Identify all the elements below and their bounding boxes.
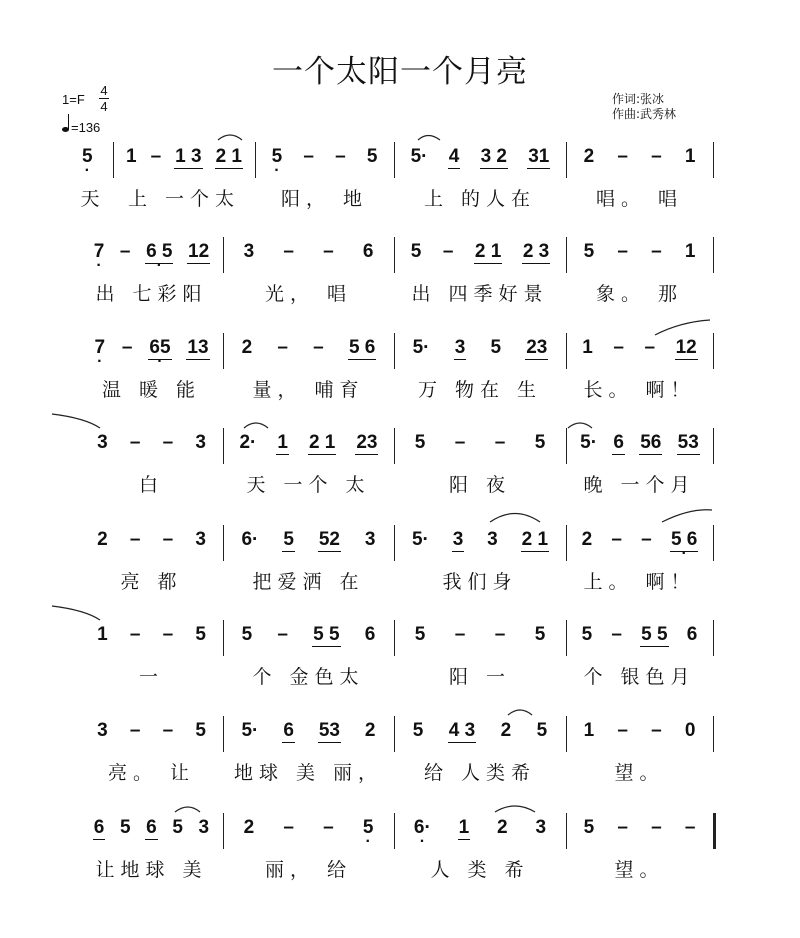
note: 1 bbox=[97, 624, 108, 645]
note: 2 bbox=[583, 146, 595, 167]
lyric-segment bbox=[570, 567, 709, 593]
bar-line bbox=[223, 525, 224, 561]
measure bbox=[86, 432, 217, 462]
note: 56 bbox=[640, 432, 662, 453]
lyric-text: 个 银色月 bbox=[583, 666, 696, 688]
note: – bbox=[129, 529, 141, 550]
note: 3 bbox=[452, 529, 464, 550]
note: – bbox=[129, 624, 141, 645]
lyric-segment bbox=[570, 279, 709, 305]
note: – bbox=[335, 146, 346, 167]
note: 6 bbox=[613, 432, 624, 453]
note: 5 6 · bbox=[670, 529, 698, 552]
staff-row bbox=[0, 817, 800, 897]
note: – bbox=[277, 337, 288, 358]
measure bbox=[572, 337, 707, 367]
lyric-text: 亮 都 bbox=[120, 571, 183, 593]
measure bbox=[400, 624, 560, 654]
slur bbox=[244, 423, 268, 428]
note: – bbox=[323, 241, 334, 262]
lyric-text: 上 一个太 bbox=[127, 188, 241, 210]
lyric-segment bbox=[227, 470, 390, 496]
note: 5 bbox=[534, 432, 546, 453]
song-title: 一个太阳一个月亮 bbox=[272, 54, 528, 90]
measure bbox=[86, 241, 217, 271]
lyric-text: 唱。 唱 bbox=[595, 188, 684, 210]
note: 2· bbox=[239, 432, 257, 453]
lyric-text: 长。 啊！ bbox=[583, 379, 696, 401]
lyric-segment bbox=[398, 279, 562, 305]
note: – bbox=[684, 817, 696, 838]
bar-line bbox=[566, 333, 567, 369]
note: 3 bbox=[535, 817, 547, 838]
lyric-segment bbox=[398, 375, 562, 401]
note: 1 bbox=[684, 241, 696, 262]
bar-line bbox=[394, 813, 395, 849]
note: – bbox=[454, 432, 466, 453]
bar-line bbox=[566, 813, 567, 849]
note: – bbox=[162, 432, 174, 453]
note: – bbox=[651, 241, 662, 262]
lyric-text: 万 物在 生 bbox=[417, 379, 543, 401]
measure bbox=[400, 720, 560, 750]
lyric-segment bbox=[398, 470, 562, 496]
lyric-segment bbox=[398, 662, 562, 688]
bar-line bbox=[223, 428, 224, 464]
note: 5 bbox=[241, 624, 253, 645]
note: 3 bbox=[195, 432, 206, 453]
note: 1 3 bbox=[175, 146, 202, 167]
staff-row bbox=[0, 146, 800, 226]
note: – bbox=[641, 529, 652, 550]
measure bbox=[86, 529, 217, 559]
note: 5 bbox=[172, 817, 183, 838]
note: 5 5 bbox=[313, 624, 340, 645]
note: 2 bbox=[241, 337, 253, 358]
note: 2 bbox=[97, 529, 108, 550]
bar-line bbox=[566, 525, 567, 561]
note: – bbox=[121, 337, 133, 358]
note: 23 bbox=[356, 432, 378, 453]
note: 7 · bbox=[93, 241, 106, 263]
note: 5 bbox=[414, 624, 426, 645]
note: 5· bbox=[410, 146, 428, 167]
lyric-segment bbox=[259, 184, 390, 210]
measure bbox=[86, 817, 217, 847]
note: 5· bbox=[412, 337, 430, 358]
lyric-text: 把爱洒 在 bbox=[252, 571, 365, 593]
note: 3 bbox=[97, 720, 108, 741]
time-signature bbox=[98, 83, 110, 114]
lyric-segment bbox=[84, 855, 219, 881]
note: – bbox=[150, 146, 162, 167]
note: 5 bbox=[534, 624, 546, 645]
measure bbox=[119, 146, 249, 176]
lyric-segment bbox=[227, 375, 390, 401]
lyric-segment bbox=[570, 470, 709, 496]
note: 2 bbox=[581, 529, 593, 550]
note: – bbox=[651, 817, 662, 838]
note: 1 bbox=[458, 817, 470, 838]
note: – bbox=[283, 817, 294, 838]
note: – bbox=[651, 720, 662, 741]
note: 5 bbox=[412, 720, 424, 741]
lyric-text: 量， 哺育 bbox=[252, 379, 365, 401]
note: 2 3 bbox=[522, 241, 550, 262]
measure bbox=[229, 624, 388, 654]
lyric-segment bbox=[84, 279, 219, 305]
bar-line bbox=[713, 333, 714, 369]
note: 3 2 bbox=[480, 146, 507, 167]
measure bbox=[229, 432, 388, 462]
lyric-text: 丽， 给 bbox=[264, 859, 353, 881]
note: 6 bbox=[283, 720, 294, 741]
lyric-text: 光， 唱 bbox=[264, 283, 353, 305]
key-signature: 1=F bbox=[62, 92, 85, 107]
lyric-segment bbox=[570, 184, 709, 210]
note: 1 bbox=[126, 146, 137, 167]
lyric-text: 亮。 让 bbox=[107, 762, 196, 784]
bar-line bbox=[566, 142, 567, 178]
note: – bbox=[162, 624, 174, 645]
slur bbox=[655, 320, 710, 335]
note: 5 6 bbox=[348, 337, 376, 358]
slur bbox=[508, 710, 532, 715]
measure bbox=[572, 624, 707, 654]
slur bbox=[218, 135, 242, 140]
bar-line bbox=[113, 142, 114, 178]
bar-line bbox=[713, 142, 714, 178]
measure bbox=[86, 720, 217, 750]
lyric-text: 温 暖 能 bbox=[101, 379, 202, 401]
bar-line bbox=[394, 333, 395, 369]
time-top: 4 bbox=[100, 83, 108, 98]
note: 3 bbox=[364, 529, 376, 550]
lyric-segment bbox=[570, 758, 709, 784]
lyric-segment bbox=[227, 758, 390, 784]
note: 6 bbox=[364, 624, 376, 645]
note: 5 5 bbox=[641, 624, 668, 645]
note: 2 bbox=[497, 817, 508, 838]
note: – bbox=[442, 241, 454, 262]
bar-line bbox=[566, 716, 567, 752]
bar-line bbox=[223, 333, 224, 369]
note: 2 1 bbox=[215, 146, 242, 167]
note: 31 bbox=[528, 146, 550, 167]
note: – bbox=[454, 624, 466, 645]
lyric-text: 阳 一 bbox=[448, 666, 512, 688]
note: 2 bbox=[364, 720, 376, 741]
note: – bbox=[494, 624, 506, 645]
bar-line bbox=[394, 142, 395, 178]
slur bbox=[495, 806, 535, 812]
note: – bbox=[162, 720, 174, 741]
lyric-text: 望。 bbox=[614, 859, 665, 881]
measure bbox=[400, 241, 560, 271]
lyric-segment bbox=[78, 184, 108, 210]
lyric-segment bbox=[398, 855, 562, 881]
note: 7 · bbox=[93, 337, 106, 359]
note: 4 bbox=[448, 146, 460, 167]
note: – bbox=[611, 529, 622, 550]
bar-line bbox=[394, 620, 395, 656]
lyric-text: 出 七彩阳 bbox=[95, 283, 208, 305]
measure bbox=[572, 817, 707, 847]
note: 5 bbox=[195, 624, 206, 645]
bar-line bbox=[566, 620, 567, 656]
note: 3 bbox=[195, 529, 206, 550]
note: 6 bbox=[362, 241, 374, 262]
note: 53 bbox=[677, 432, 699, 453]
note: 6 5 · bbox=[145, 241, 173, 264]
lyric-segment bbox=[227, 662, 390, 688]
bar-line bbox=[713, 716, 714, 752]
note: – bbox=[303, 146, 314, 167]
lyric-text: 上。 啊！ bbox=[583, 571, 696, 593]
slur bbox=[490, 514, 540, 523]
note: 52 bbox=[318, 529, 340, 550]
note: 6· bbox=[241, 529, 259, 550]
note: – bbox=[617, 817, 628, 838]
composer: 作曲:武秀林 bbox=[612, 107, 677, 121]
note: 2 bbox=[243, 817, 255, 838]
note: – bbox=[129, 720, 141, 741]
note: – bbox=[162, 529, 174, 550]
measure bbox=[572, 146, 707, 176]
lyric-text: 天 bbox=[80, 188, 106, 210]
note: 5 bbox=[581, 624, 593, 645]
note: 5 bbox=[490, 337, 502, 358]
note: 12 bbox=[675, 337, 697, 358]
note: 6 bbox=[146, 817, 157, 838]
quarter-note-icon bbox=[62, 127, 69, 132]
measure bbox=[400, 337, 560, 367]
measure bbox=[86, 337, 217, 367]
lyric-segment bbox=[84, 758, 219, 784]
note: 6 bbox=[93, 817, 105, 838]
note: 5· bbox=[411, 529, 429, 550]
measure bbox=[400, 146, 560, 176]
measure bbox=[229, 817, 388, 847]
lyric-text: 望。 bbox=[614, 762, 665, 784]
staff-row bbox=[0, 337, 800, 417]
lyric-text: 天 一个 太 bbox=[246, 474, 371, 496]
lyric-segment bbox=[398, 567, 562, 593]
note: 3 bbox=[487, 529, 498, 550]
measure bbox=[229, 241, 388, 271]
note: 3 bbox=[454, 337, 466, 358]
staff-row bbox=[0, 432, 800, 512]
slur bbox=[175, 807, 200, 812]
note: 5 · bbox=[362, 817, 375, 839]
note: 5 · bbox=[271, 146, 284, 168]
lyric-text: 地球 美 丽， bbox=[233, 762, 384, 784]
staff-row bbox=[0, 720, 800, 800]
note: 5 bbox=[366, 146, 378, 167]
slur bbox=[418, 136, 440, 141]
note: 2 1 bbox=[521, 529, 549, 550]
measure bbox=[572, 720, 707, 750]
lyric-segment bbox=[117, 184, 251, 210]
lyric-segment bbox=[570, 375, 709, 401]
note: 5 bbox=[414, 432, 426, 453]
note: 5 bbox=[119, 817, 131, 838]
lyric-text: 出 四季好景 bbox=[411, 283, 549, 305]
slur bbox=[568, 423, 592, 428]
bar-line bbox=[394, 525, 395, 561]
note: 5 bbox=[536, 720, 548, 741]
note: – bbox=[283, 241, 294, 262]
bar-line bbox=[223, 237, 224, 273]
bar-line bbox=[566, 428, 567, 464]
note: – bbox=[611, 624, 622, 645]
note: – bbox=[277, 624, 288, 645]
note: 5· bbox=[241, 720, 259, 741]
note: 1 bbox=[583, 720, 595, 741]
note: 1 bbox=[582, 337, 593, 358]
note: – bbox=[313, 337, 324, 358]
lyric-segment bbox=[227, 279, 390, 305]
lyricist: 作词:张冰 bbox=[612, 92, 665, 106]
lyric-text: 白 bbox=[138, 474, 164, 496]
lyric-segment bbox=[84, 567, 219, 593]
note: 0 bbox=[684, 720, 696, 741]
tempo-value: =136 bbox=[71, 120, 101, 135]
bar-line bbox=[713, 428, 714, 464]
note: 5 bbox=[195, 720, 206, 741]
time-bottom: 4 bbox=[100, 99, 108, 114]
note: 6· · bbox=[413, 817, 432, 839]
lyric-text: 上 的人在 bbox=[423, 188, 537, 210]
measure bbox=[400, 529, 560, 559]
bar-line bbox=[255, 142, 256, 178]
tempo-marking bbox=[62, 120, 100, 135]
note: – bbox=[617, 146, 628, 167]
measure bbox=[229, 337, 388, 367]
measure bbox=[400, 817, 560, 847]
lyric-text: 象。 那 bbox=[595, 283, 684, 305]
note: 2 1 bbox=[474, 241, 502, 262]
lyric-text: 人 类 希 bbox=[430, 859, 530, 881]
note: 6 bbox=[686, 624, 698, 645]
note: – bbox=[613, 337, 624, 358]
note: – bbox=[494, 432, 506, 453]
lyric-segment bbox=[84, 375, 219, 401]
note: 5 bbox=[283, 529, 294, 550]
bar-line bbox=[713, 525, 714, 561]
measure bbox=[229, 529, 388, 559]
staff-row bbox=[0, 624, 800, 704]
lyric-segment bbox=[570, 855, 709, 881]
lyric-segment bbox=[398, 184, 562, 210]
lyric-text: 一 bbox=[138, 666, 164, 688]
note: 65 · bbox=[148, 337, 171, 360]
note: – bbox=[651, 146, 662, 167]
note: 23 bbox=[526, 337, 548, 358]
lyric-text: 阳 夜 bbox=[448, 474, 512, 496]
note: – bbox=[617, 720, 628, 741]
note: 53 bbox=[318, 720, 340, 741]
note: 3 bbox=[243, 241, 255, 262]
measure bbox=[261, 146, 388, 176]
measure bbox=[572, 432, 707, 462]
note: 1 bbox=[684, 146, 696, 167]
lyric-segment bbox=[227, 855, 390, 881]
staff-row bbox=[0, 529, 800, 609]
measure bbox=[400, 432, 560, 462]
note: 5· bbox=[580, 432, 598, 453]
measure bbox=[572, 241, 707, 271]
bar-line bbox=[713, 813, 716, 849]
pickup-note: 5 · bbox=[82, 146, 93, 168]
bar-line bbox=[223, 813, 224, 849]
note: 5 bbox=[410, 241, 422, 262]
note: 13 bbox=[187, 337, 209, 358]
note: – bbox=[129, 432, 141, 453]
note: – bbox=[617, 241, 628, 262]
note: 5 bbox=[583, 241, 595, 262]
note: – bbox=[323, 817, 334, 838]
bar-line bbox=[394, 237, 395, 273]
lyric-text: 给 人类希 bbox=[423, 762, 537, 784]
note: – bbox=[119, 241, 131, 262]
bar-line bbox=[394, 716, 395, 752]
lyric-segment bbox=[398, 758, 562, 784]
lyric-text: 让地球 美 bbox=[95, 859, 208, 881]
note: 3 bbox=[97, 432, 108, 453]
note: 5 bbox=[583, 817, 595, 838]
lyric-segment bbox=[84, 470, 219, 496]
measure bbox=[572, 529, 707, 559]
bar-line bbox=[713, 620, 714, 656]
credits bbox=[612, 92, 676, 122]
note: 3 bbox=[198, 817, 210, 838]
measure bbox=[86, 624, 217, 654]
lyric-segment bbox=[84, 662, 219, 688]
note: – bbox=[644, 337, 656, 358]
note: 2 1 bbox=[308, 432, 336, 453]
bar-line bbox=[394, 428, 395, 464]
note: 4 3 bbox=[448, 720, 476, 741]
bar-line bbox=[566, 237, 567, 273]
staff-row bbox=[0, 241, 800, 321]
measure bbox=[229, 720, 388, 750]
lyric-segment bbox=[570, 662, 709, 688]
note: 2 bbox=[500, 720, 512, 741]
lyric-text: 我们身 bbox=[442, 571, 518, 593]
note: 1 bbox=[277, 432, 288, 453]
lyric-text: 阳， 地 bbox=[280, 188, 369, 210]
bar-line bbox=[223, 620, 224, 656]
lyric-segment bbox=[227, 567, 390, 593]
note: 12 bbox=[188, 241, 210, 262]
lyric-text: 个 金色太 bbox=[252, 666, 365, 688]
bar-line bbox=[713, 237, 714, 273]
lyric-text: 晚 一个月 bbox=[583, 474, 696, 496]
bar-line bbox=[223, 716, 224, 752]
